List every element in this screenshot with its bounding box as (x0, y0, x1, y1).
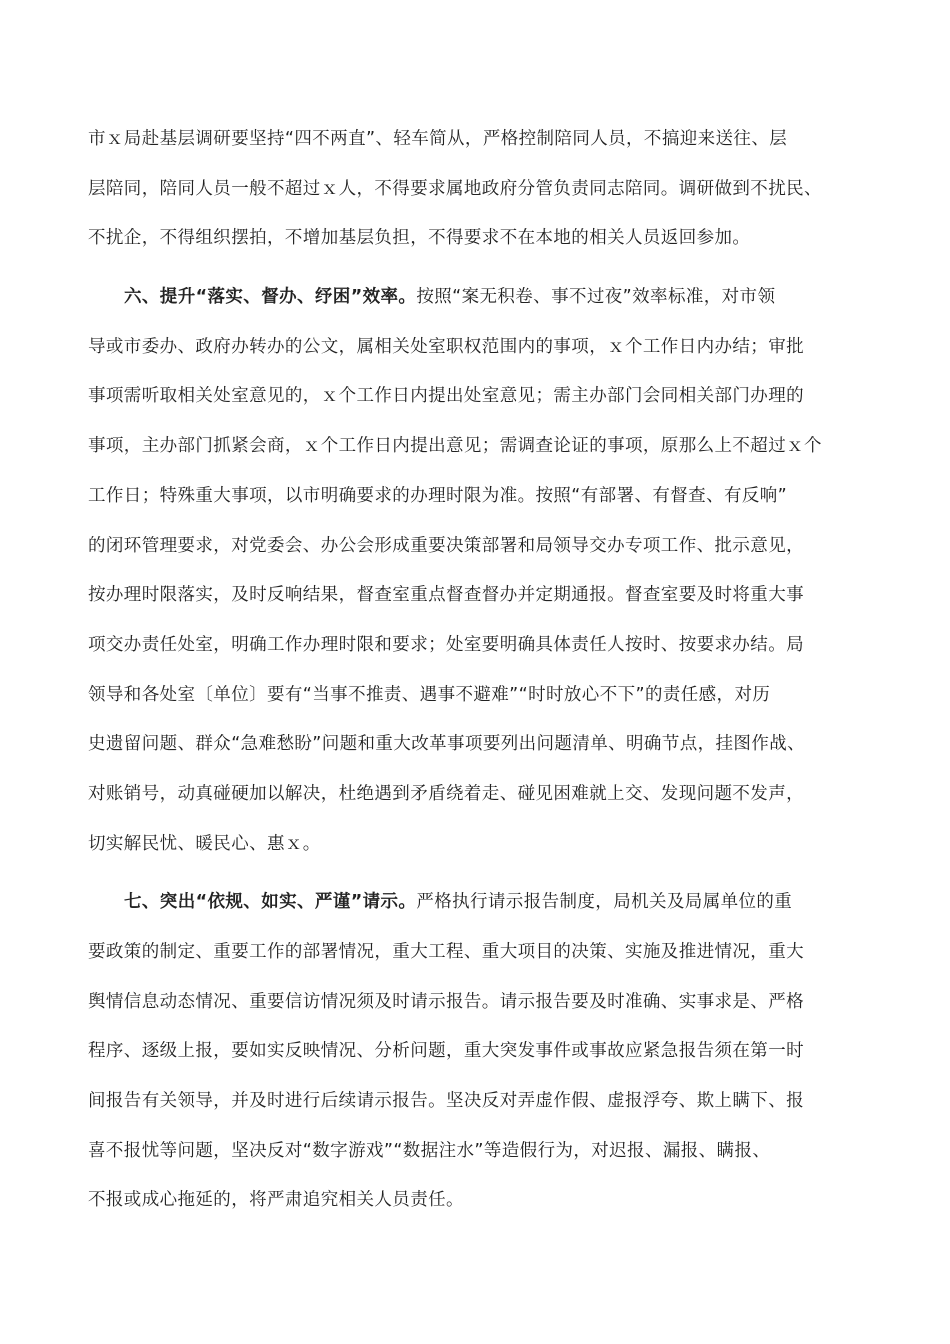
text-line: 对账销号，动真碰硬加以解决，杜绝遇到矛盾绕着走、碰见困难就上交、发现问题不发声， (88, 784, 804, 804)
text-line: 舆情信息动态情况、重要信访情况须及时请示报告。请示报告要及时准确、实事求是、严格 (88, 992, 804, 1012)
section-seven-heading: 七、突出“依规、如实、严谨”请示。 (124, 892, 417, 912)
text-line: 事项需听取相关处室意见的，ｘ个工作日内提出处室意见；需主办部门会同相关部门办理的 (88, 386, 804, 406)
section-seven-first-line-text: 严格执行请示报告制度，局机关及局属单位的重 (416, 892, 793, 912)
text-line: 史遗留问题、群众“急难愁盼”问题和重大改革事项要列出问题清单、明确节点，挂图作战、 (88, 734, 806, 754)
text-line: 不报或成心拖延的，将严肃追究相关人员责任。 (88, 1190, 464, 1210)
section-six-first-line-text: 按照“案无积卷、事不过夜”效率标准，对市领 (416, 287, 776, 307)
section-six-first-line (124, 282, 775, 312)
text-line: 导或市委办、政府办转办的公文，属相关处室职权范围内的事项，ｘ个工作日内办结；审批 (88, 337, 804, 357)
text-line: 工作日；特殊重大事项，以市明确要求的办理时限为准。按照“有部署、有督查、有反响” (88, 486, 788, 506)
text-line: 喜不报忧等问题，坚决反对“数字游戏”“数据注水”等造假行为，对迟报、漏报、瞒报、 (88, 1141, 771, 1161)
text-line: 按办理时限落实，及时反响结果，督查室重点督查督办并定期通报。督查室要及时将重大事 (88, 585, 804, 605)
text-line: 程序、逐级上报，要如实反映情况、分析问题，重大突发事件或事故应紧急报告须在第一时 (88, 1041, 804, 1061)
section-seven-first-line (124, 887, 792, 917)
text-line: 要政策的制定、重要工作的部署情况，重大工程、重大项目的决策、实施及推进情况，重大 (88, 942, 804, 962)
text-line: 市ｘ局赴基层调研要坚持“四不两直”、轻车简从，严格控制陪同人员，不搞迎来送往、层 (88, 129, 788, 149)
text-line: 项交办责任处室，明确工作办理时限和要求；处室要明确具体责任人按时、按要求办结。局 (88, 635, 804, 655)
text-line: 不扰企，不得组织摆拍，不增加基层负担，不得要求不在本地的相关人员返回参加。 (88, 228, 751, 248)
section-six-heading: 六、提升“落实、督办、纾困”效率。 (124, 287, 417, 307)
text-line: 切实解民忧、暖民心、惠ｘ。 (88, 834, 321, 854)
text-line: 的闭环管理要求，对党委会、办公会形成重要决策部署和局领导交办专项工作、批示意见， (88, 536, 804, 556)
text-line: 层陪同，陪同人员一般不超过ｘ人，不得要求属地政府分管负责同志陪同。调研做到不扰民、 (88, 179, 822, 199)
text-line: 间报告有关领导，并及时进行后续请示报告。坚决反对弄虚作假、虚报浮夸、欺上瞒下、报 (88, 1091, 804, 1111)
text-line: 领导和各处室〔单位〕要有“当事不推责、遇事不避难”“时时放心不下”的责任感，对历 (88, 685, 771, 705)
text-line: 事项，主办部门抓紧会商，ｘ个工作日内提出意见；需调查论证的事项，原那么上不超过ｘ个 (88, 436, 822, 456)
